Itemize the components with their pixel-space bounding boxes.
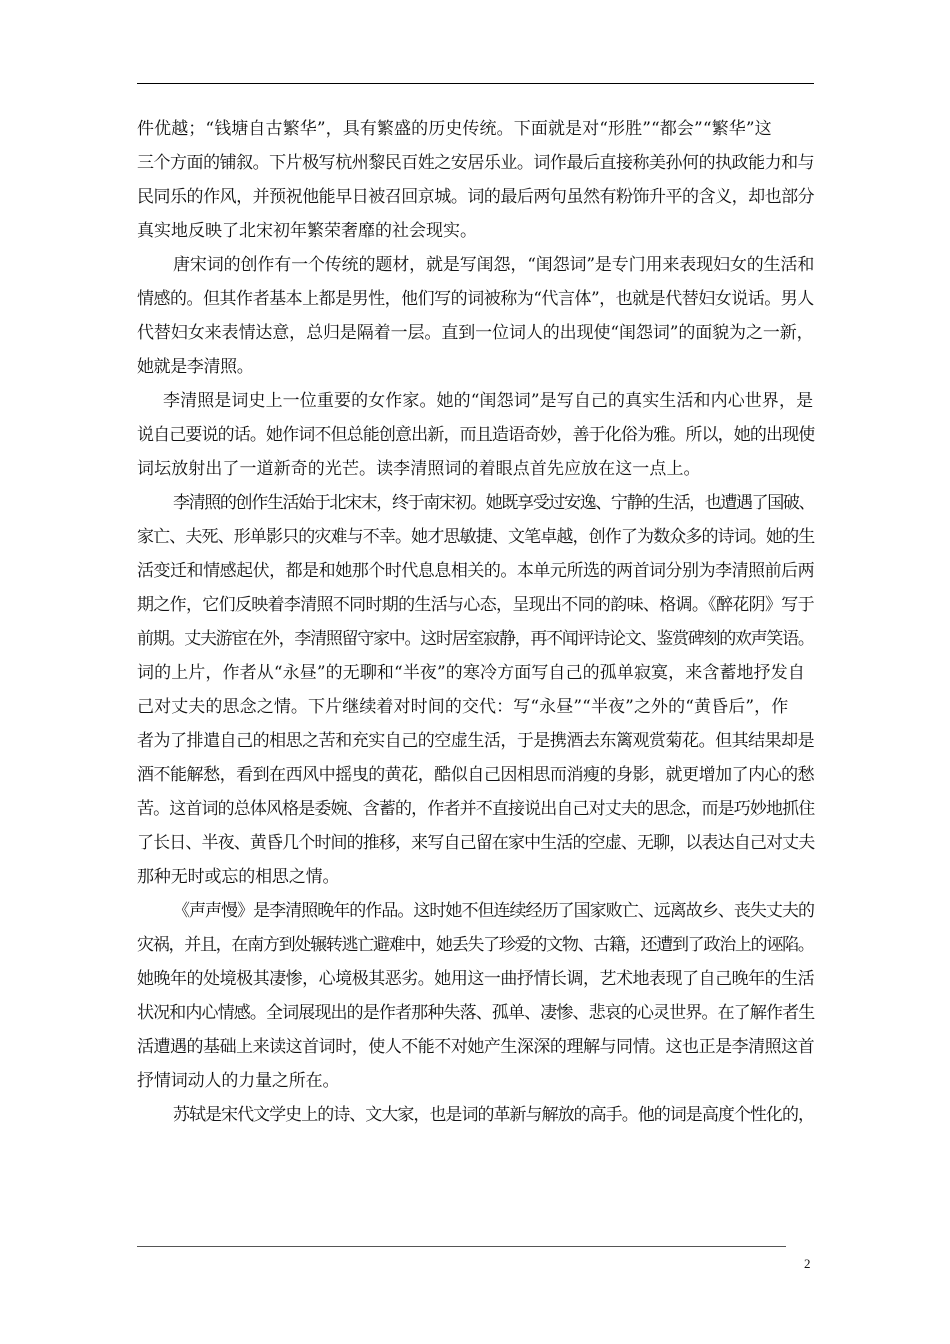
text-line: 期之作，它们反映着李清照不同时期的生活与心态，呈现出不同的韵味、格调。《醉花阴》写于 [137, 595, 814, 615]
text-line: 词的上片，作者从“永昼”的无聊和“半夜”的寒冷方面写自己的孤单寂寞，来含蓄地抒发自 [137, 663, 805, 683]
text-line: 那种无时或忘的相思之情。 [137, 867, 340, 887]
text-line: 民同乐的作风，并预祝他能早日被召回京城。词的最后两句虽然有粉饰升平的含义，却也部分 [137, 187, 815, 207]
text-line: 唐宋词的创作有一个传统的题材，就是写闺怨，“闺怨词”是专门用来表现妇女的生活和 [173, 255, 815, 275]
header-rule [137, 83, 814, 84]
text-line: 活变迁和情感起伏，都是和她那个时代息息相关的。本单元所选的两首词分别为李清照前后两 [137, 561, 815, 581]
text-line: 词坛放射出了一道新奇的光芒。读李清照词的着眼点首先应放在这一点上。 [137, 459, 701, 479]
page-number: 2 [804, 1256, 811, 1271]
text-line: 李清照是词史上一位重要的女作家。她的“闺怨词”是写自己的真实生活和内心世界，是 [163, 391, 814, 411]
text-line: 状况和内心情感。全词展现出的是作者那种失落、孤单、凄惨、悲哀的心灵世界。在了解作者生 [137, 1003, 815, 1023]
text-line: 真实地反映了北宋初年繁荣奢靡的社会现实。 [137, 221, 477, 241]
text-line: 三个方面的铺叙。下片极写杭州黎民百姓之安居乐业。词作最后直接称美孙何的执政能力和与 [137, 153, 815, 173]
text-line: 《声声慢》是李清照晚年的作品。这时她不但连续经历了国家败亡、远离故乡、丧失丈夫的 [173, 901, 814, 921]
text-line: 者为了排遣自己的相思之苦和充实自己的空虚生活，于是携酒去东篱观赏菊花。但其结果却是 [137, 731, 815, 751]
text-line: 她就是李清照。 [137, 357, 254, 377]
text-line: 她晚年的处境极其凄惨，心境极其恶劣。她用这一曲抒情长调，艺术地表现了自己晚年的生活 [137, 969, 815, 989]
text-line: 李清照的创作生活始于北宋末，终于南宋初。她既享受过安逸、宁静的生活，也遭遇了国破、 [173, 493, 815, 513]
text-line: 说自己要说的话。她作词不但总能创意出新，而且造语奇妙，善于化俗为雅。所以，她的出现使 [137, 425, 815, 445]
text-line: 灾祸，并且，在南方到处辗转逃亡避难中，她丢失了珍爱的文物、古籍，还遭到了政治上的诬陷。 [137, 935, 814, 955]
text-line: 代替妇女来表情达意，总归是隔着一层。直到一位词人的出现使“闺怨词”的面貌为之一新， [137, 323, 814, 343]
text-line: 苦。这首词的总体风格是委婉、含蓄的，作者并不直接说出自己对丈夫的思念，而是巧妙地抓住 [137, 799, 815, 819]
text-line: 了长日、半夜、黄昏几个时间的推移，来写自己留在家中生活的空虚、无聊，以表达自己对丈夫 [137, 833, 815, 853]
footer-rule [137, 1246, 786, 1247]
text-line: 酒不能解愁，看到在西风中摇曳的黄花，酷似自己因相思而消瘦的身影，就更增加了内心的愁 [137, 765, 815, 785]
text-line: 己对丈夫的思念之情。下片继续着对时间的交代：写“永昼”“半夜”之外的“黄昏后”，作 [137, 697, 789, 717]
text-line: 抒情词动人的力量之所在。 [137, 1071, 340, 1091]
text-line: 家亡、夫死、形单影只的灾难与不幸。她才思敏捷、文笔卓越，创作了为数众多的诗词。她的生 [137, 527, 815, 547]
text-line: 活遭遇的基础上来读这首词时，使人不能不对她产生深深的理解与同情。这也正是李清照这首 [137, 1037, 815, 1057]
text-line: 件优越；“钱塘自古繁华”，具有繁盛的历史传统。下面就是对“形胜”“都会”“繁华”这 [137, 119, 772, 139]
body-text [137, 112, 818, 1132]
text-line: 苏轼是宋代文学史上的诗、文大家，也是词的革新与解放的高手。他的词是高度个性化的， [173, 1105, 814, 1125]
text-line: 前期。丈夫游宦在外，李清照留守家中。这时居室寂静，再不闻评诗论文、鉴赏碑刻的欢声笑语。 [137, 629, 814, 649]
text-line: 情感的。但其作者基本上都是男性，他们写的词被称为“代言体”，也就是代替妇女说话。男人 [137, 289, 814, 309]
